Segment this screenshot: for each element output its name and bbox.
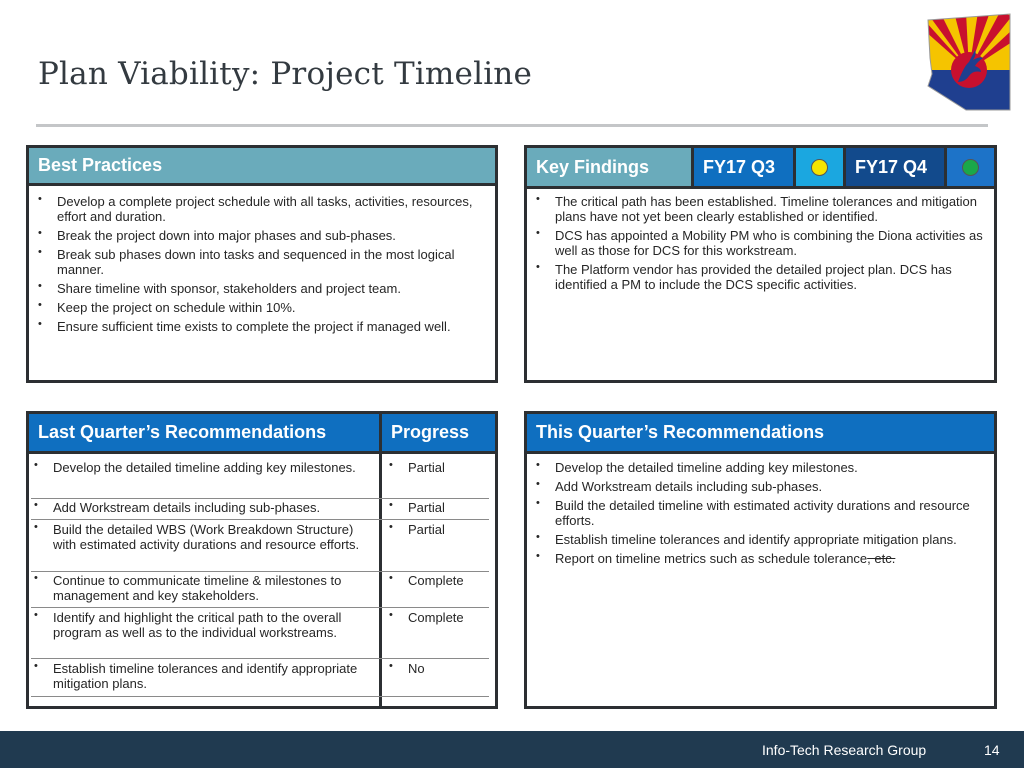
list-item: • The Platform vendor has provided the detailed project plan. DCS has identified a PM to include the DCS specific activities.	[533, 262, 983, 292]
list-item: • Develop the detailed timeline adding key milestones.	[533, 460, 973, 475]
last-quarter-panel	[26, 411, 498, 709]
progress-value: • Partial	[386, 522, 486, 537]
recommendation-text: • Establish timeline tolerances and identify appropriate mitigation plans.	[31, 661, 379, 691]
list-item: • Establish timeline tolerances and identify appropriate mitigation plans.	[533, 532, 973, 547]
recommendation-text: • Develop the detailed timeline adding key milestones.	[31, 460, 379, 475]
list-item: • Share timeline with sponsor, stakeholders and project team.	[35, 281, 475, 296]
progress-value: • Complete	[386, 610, 486, 625]
key-findings-header-row	[527, 148, 994, 189]
recommendation-text: • Add Workstream details including sub-phases.	[31, 500, 379, 515]
list-item: • The critical path has been established. Timeline tolerances and mitigation plans have not yet been clearly established or identified.	[533, 194, 983, 224]
struck-text: , etc.	[867, 551, 896, 566]
list-item: • DCS has appointed a Mobility PM who is combining the Diona activities as well as those for DCS for this workstream.	[533, 228, 983, 258]
progress-value: • Partial	[386, 460, 486, 475]
progress-header: Progress	[382, 414, 495, 454]
list-item: • Build the detailed timeline with estimated activity durations and resource efforts.	[533, 498, 973, 528]
recommendation-text: • Continue to communicate timeline & milestones to management and key stakeholders.	[31, 573, 379, 603]
fy17-q4-status-cell	[947, 148, 994, 186]
table-row	[31, 460, 489, 499]
table-row	[31, 573, 489, 608]
slide-title: Plan Viability: Project Timeline	[38, 56, 533, 92]
best-practices-panel	[26, 145, 498, 383]
title-divider	[36, 124, 988, 127]
footer-bar	[0, 731, 1024, 768]
status-dot-green-icon	[962, 159, 979, 176]
footer-brand: Info-Tech Research Group	[762, 742, 927, 758]
key-findings-list	[533, 194, 983, 296]
recommendation-text: • Build the detailed WBS (Work Breakdown Structure) with estimated activity durations and resource efforts.	[31, 522, 379, 552]
arizona-state-logo-icon	[926, 12, 1012, 112]
list-item: • Keep the project on schedule within 10%.	[35, 300, 475, 315]
progress-value: • Partial	[386, 500, 486, 515]
list-item-text: Report on timeline metrics such as schedule tolerance	[555, 551, 868, 566]
this-quarter-panel	[524, 411, 997, 709]
status-dot-yellow-icon	[811, 159, 828, 176]
table-row	[31, 500, 489, 520]
list-item: • Break the project down into major phases and sub-phases.	[35, 228, 475, 243]
progress-value: • Complete	[386, 573, 486, 588]
key-findings-header: Key Findings	[527, 148, 691, 186]
list-item: • Ensure sufficient time exists to complete the project if managed well.	[35, 319, 475, 334]
fy17-q3-status-cell	[796, 148, 843, 186]
list-item	[533, 551, 973, 566]
best-practices-list	[35, 194, 475, 338]
table-row	[31, 661, 489, 697]
recommendation-text: • Identify and highlight the critical path to the overall program as well as to the individual workstreams.	[31, 610, 379, 640]
key-findings-panel	[524, 145, 997, 383]
list-item: • Add Workstream details including sub-phases.	[533, 479, 973, 494]
this-quarter-list	[533, 460, 973, 570]
page-number: 14	[984, 742, 1000, 758]
fy17-q4-label: FY17 Q4	[846, 148, 944, 186]
list-item: • Develop a complete project schedule with all tasks, activities, resources, effort and duration.	[35, 194, 475, 224]
progress-value: • No	[386, 661, 486, 676]
fy17-q3-label: FY17 Q3	[694, 148, 793, 186]
table-row	[31, 610, 489, 659]
table-row	[31, 522, 489, 572]
best-practices-header: Best Practices	[29, 148, 495, 186]
this-quarter-header: This Quarter’s Recommendations	[527, 414, 994, 454]
last-quarter-header: Last Quarter’s Recommendations	[29, 414, 379, 454]
list-item: • Break sub phases down into tasks and sequenced in the most logical manner.	[35, 247, 475, 277]
